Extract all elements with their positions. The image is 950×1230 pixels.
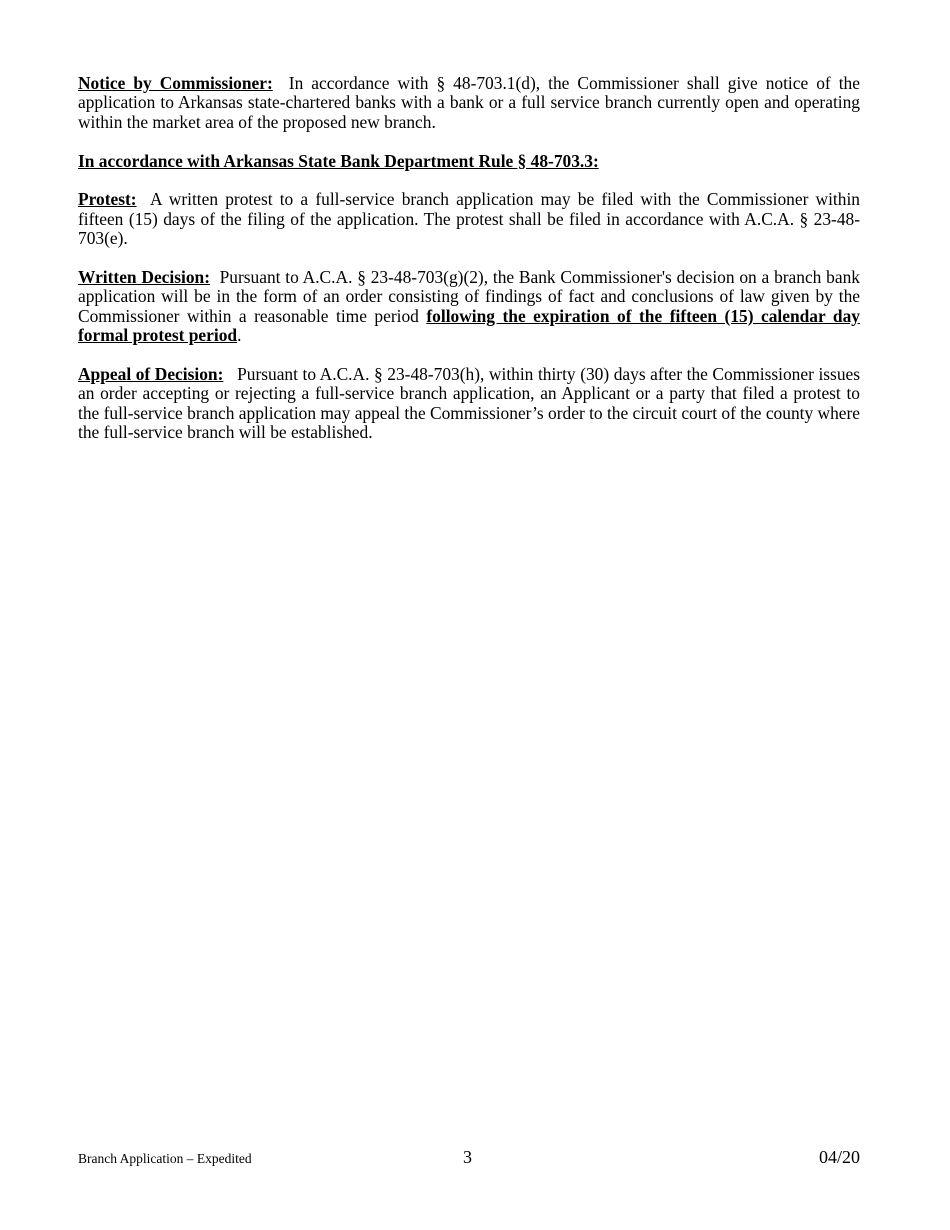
appeal-paragraph [78, 365, 860, 443]
rule-heading: In accordance with Arkansas State Bank Department Rule § 48-703.3: [78, 150, 599, 171]
appeal-text: Pursuant to A.C.A. § 23-48-703(h), within thirty (30) days after the Commissioner issues an order accepting or rejecting a full-service branch application, an Applicant or a party that filed a protest to the full-service branch application may appeal the Commissioner’s order to the circuit court of the county where the full-service branch will be established. [78, 364, 860, 443]
written-decision-end: . [237, 325, 242, 346]
written-decision-text: Pursuant to A.C.A. § 23-48-703(g)(2), the Bank Commissioner's decision on a branch bank application will be in the form of an order consisting of findings of fact and conclusions of law given by the Commissioner within a reasonable time period [78, 267, 860, 326]
document-page [78, 74, 860, 462]
notice-label: Notice by Commissioner: [78, 73, 273, 93]
footer-page-number: 3 [463, 1147, 472, 1167]
page-footer [78, 1146, 860, 1170]
appeal-label: Appeal of Decision: [78, 364, 224, 385]
footer-date: 04/20 [818, 1147, 860, 1167]
protest-text: A written protest to a full-service branch application may be filed with the Commissioner within fifteen (15) days of the filing of the application. The protest shall be filed in accordance with A.C.A. § 23-48-703(e). [78, 189, 860, 249]
footer-document-title: Branch Application – Expedited [78, 1151, 252, 1166]
written-decision-paragraph [78, 268, 860, 346]
written-decision-label: Written Decision: [78, 267, 210, 288]
written-decision-emphasis: following the expiration of the fifteen (15) calendar day formal protest period [78, 305, 860, 346]
notice-text: In accordance with § 48-703.1(d), the Commissioner shall give notice of the application to Arkansas state-chartered banks with a bank or a full service branch currently open and operating within the market area of the proposed new branch. [78, 73, 860, 132]
protest-paragraph [78, 190, 860, 248]
notice-paragraph [78, 74, 860, 132]
protest-label: Protest: [78, 189, 137, 210]
